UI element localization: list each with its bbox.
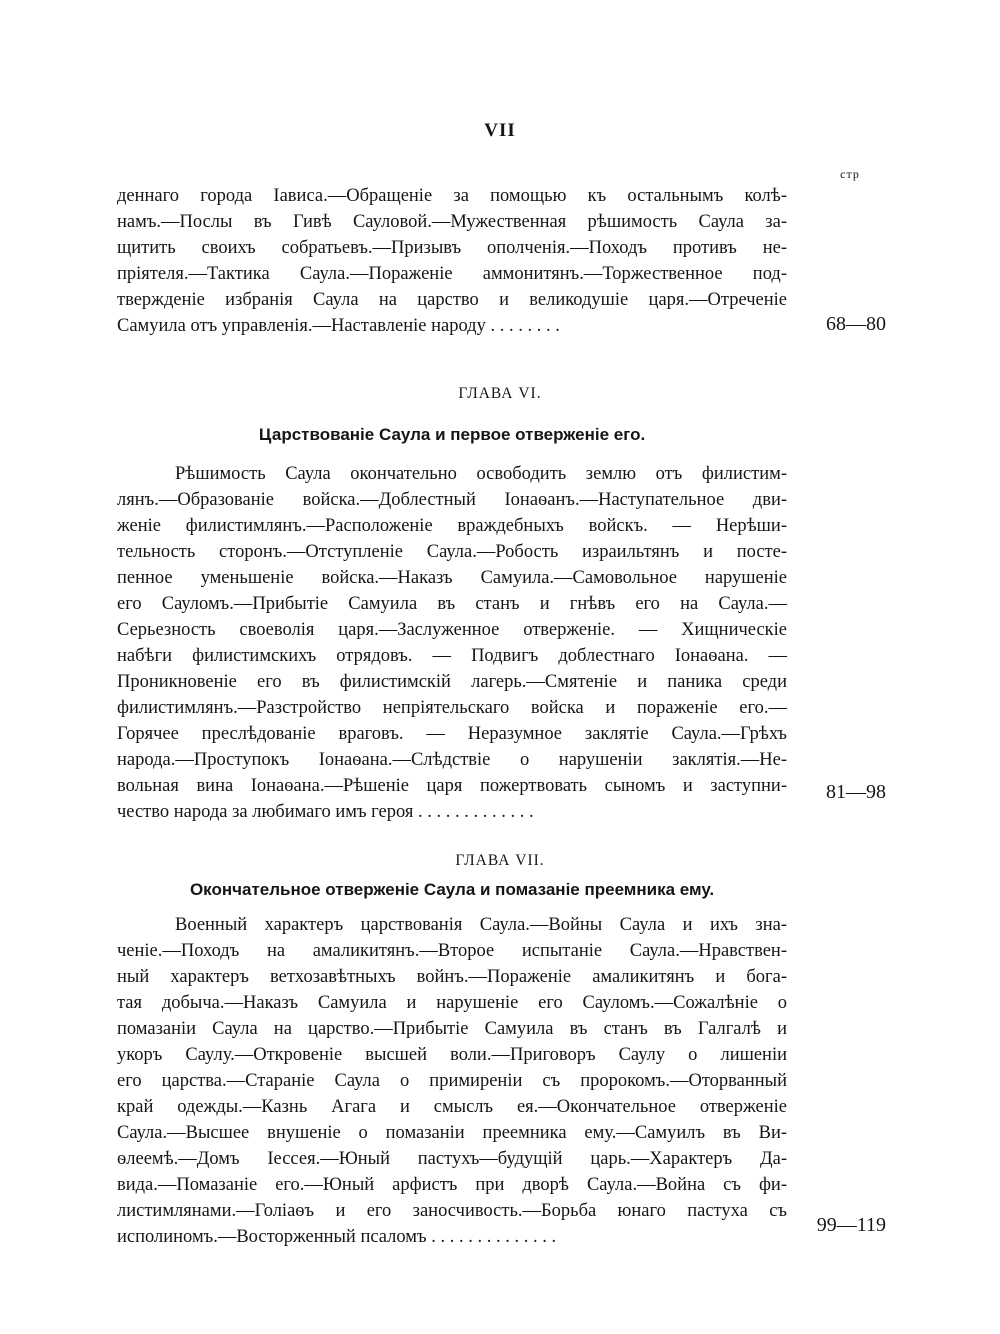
entry-line: намъ.—Послы въ Гивѣ Сауловой.—Мужественная рѣшимость Саула за- [117,212,787,232]
entry-line: твержденіе избранія Саула на царство и великодушіе царя.—Отреченіе [117,290,787,310]
entry-line: Саула.—Высшее внушеніе о помазаніи преемника ему.—Самуилъ въ Ви- [117,1123,787,1143]
entry-line: Военный характеръ царствованія Саула.—Войны Саула и ихъ зна- [175,915,787,935]
entry-line: Проникновеніе его въ филистимскій лагерь.—Смятеніе и паника среди [117,672,787,692]
entry-line: край одежды.—Казнь Агага и смыслъ ея.—Окончательное отверженіе [117,1097,787,1117]
chapter-heading: ГЛАВА VI. [458,385,542,402]
entry-line: ѳлеемѣ.—Домъ Іессея.—Юный пастухъ—будущій царь.—Характеръ Да- [117,1149,787,1169]
chapter-heading: ГЛАВА VII. [455,852,545,869]
entry-line: тая добыча.—Наказъ Самуила и нарушеніе его Сауломъ.—Сожалѣніе о [117,993,787,1013]
entry-line: листимлянами.—Голіаѳъ и его заносчивость.—Борьба юнаго пастуха съ [117,1201,787,1221]
entry-line: чество народа за любимаго имъ героя . . . . . . . . . . . . . [117,802,534,822]
entry-line: пенное уменьшеніе войска.—Наказъ Самуила.—Самовольное нарушеніе [117,568,787,588]
entry-line: лянъ.—Образованіе войска.—Доблестный Іонаѳанъ.—Наступательное дви- [117,490,787,510]
toc-entry-chapter-6 [117,461,787,825]
entry-line: пріятеля.—Тактика Саула.—Пораженіе аммонитянъ.—Торжественное под- [117,264,787,284]
entry-line: народа.—Проступокъ Іонаѳана.—Слѣдствіе о нарушеніи заклятія.—Не- [117,750,787,770]
entry-line: его царства.—Стараніе Саула о примиреніи съ пророкомъ.—Оторванный [117,1071,787,1091]
entry-line: его Сауломъ.—Прибытіе Самуила въ станъ и гнѣвъ его на Саула.— [117,594,787,614]
entry-line: женіе филистимлянъ.—Расположеніе враждебныхъ войскъ. — Нерѣши- [117,516,787,536]
page-column-label: стр [840,167,860,181]
page-range: 81—98 [826,781,886,803]
entry-line: вида.—Помазаніе его.—Юный арфистъ при дворѣ Саула.—Война съ фи- [117,1175,787,1195]
page-range: 99—119 [816,1214,886,1236]
chapter-title: Царствованіе Саула и первое отверженіе его. [258,425,646,444]
entry-line: филистимлянъ.—Разстройство непріятельскаго войска и пораженіе его.— [117,698,787,718]
entry-line: вольная вина Іонаѳана.—Рѣшеніе царя пожертвовать сыномъ и заступни- [117,776,787,796]
entry-line: набѣги филистимскихъ отрядовъ. — Подвигъ доблестнаго Іонаѳана. — [117,646,787,666]
entry-line: Горячее преслѣдованіе враговъ. — Неразумное заклятіе Саула.—Грѣхъ [117,724,787,744]
entry-line: щитить своихъ собратьевъ.—Призывъ ополченія.—Походъ противъ не- [117,238,787,258]
entry-line: Серьезность своеволія царя.—Заслуженное отверженіе. — Хищническіе [117,620,787,640]
entry-line: исполиномъ.—Восторженный псаломъ . . . . . . . . . . . . . . [117,1227,557,1247]
entry-line: ный характеръ ветхозавѣтныхъ войнъ.—Пораженіе амаликитянъ и бога- [117,967,787,987]
toc-entry-chapter-7 [117,912,787,1250]
entry-line: помазаніи Саула на царство.—Прибытіе Самуила въ станъ въ Галгалѣ и [117,1019,787,1039]
entry-line: тельность сторонъ.—Отступленіе Саула.—Робость израильтянъ и посте- [117,542,787,562]
entry-line: укоръ Саулу.—Откровеніе высшей воли.—Приговоръ Саулу о лишеніи [117,1045,787,1065]
entry-line: деннаго города Іависа.—Обращеніе за помощью къ остальнымъ колѣ- [117,186,787,206]
entry-line: ченіе.—Походъ на амаликитянъ.—Второе испытаніе Саула.—Нравствен- [117,941,787,961]
entry-line: Самуила отъ управленія.—Наставленіе народу . . . . . . . . [117,316,560,336]
chapter-title: Окончательное отверженіе Саула и помазаніе преемника ему. [189,880,715,899]
entry-line: Рѣшимость Саула окончательно освободить землю отъ филистим- [175,464,787,484]
page-range: 68—80 [826,313,886,335]
page-folio: VII [484,120,516,141]
toc-entry-continuation [117,183,787,339]
